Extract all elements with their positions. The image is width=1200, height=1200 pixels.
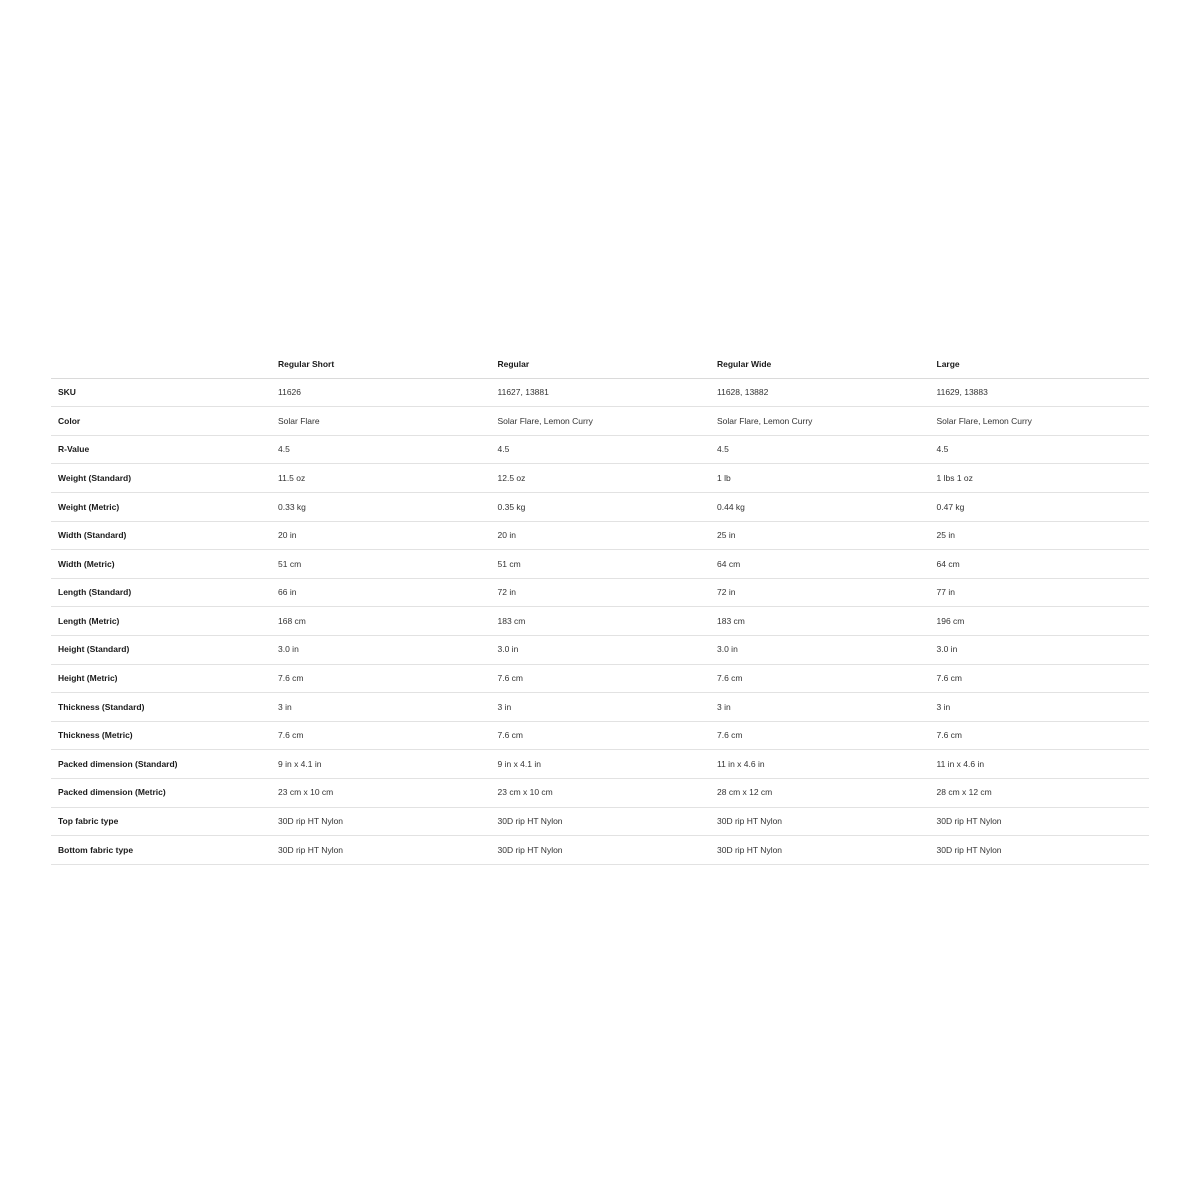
table-cell: 23 cm x 10 cm	[271, 778, 491, 807]
table-row	[51, 807, 1149, 836]
row-label: Height (Metric)	[51, 664, 271, 693]
row-label: Top fabric type	[51, 807, 271, 836]
table-cell: 3 in	[710, 693, 930, 722]
table-cell: 28 cm x 12 cm	[710, 778, 930, 807]
table-row	[51, 635, 1149, 664]
table-cell: 25 in	[710, 521, 930, 550]
table-cell: 51 cm	[271, 550, 491, 579]
table-cell: 64 cm	[930, 550, 1150, 579]
table-cell: 72 in	[710, 578, 930, 607]
row-label: Weight (Metric)	[51, 492, 271, 521]
header-row	[51, 350, 1149, 378]
table-cell: 4.5	[491, 435, 711, 464]
table-row	[51, 521, 1149, 550]
row-label: SKU	[51, 378, 271, 407]
column-header: Regular	[491, 350, 711, 378]
table-cell: 11 in x 4.6 in	[930, 750, 1150, 779]
table-cell: 20 in	[491, 521, 711, 550]
corner-cell	[51, 350, 271, 378]
table-cell: Solar Flare, Lemon Curry	[491, 407, 711, 436]
table-cell: 168 cm	[271, 607, 491, 636]
table-cell: 11.5 oz	[271, 464, 491, 493]
row-label: Height (Standard)	[51, 635, 271, 664]
table-cell: 30D rip HT Nylon	[710, 807, 930, 836]
table-cell: 30D rip HT Nylon	[710, 836, 930, 865]
table-cell: 30D rip HT Nylon	[491, 807, 711, 836]
table-cell: 9 in x 4.1 in	[491, 750, 711, 779]
column-header: Large	[930, 350, 1150, 378]
table-cell: 7.6 cm	[930, 721, 1150, 750]
table-cell: 0.35 kg	[491, 492, 711, 521]
table-row	[51, 578, 1149, 607]
table-cell: 7.6 cm	[710, 721, 930, 750]
table-cell: 30D rip HT Nylon	[491, 836, 711, 865]
table-cell: 28 cm x 12 cm	[930, 778, 1150, 807]
table-cell: 64 cm	[710, 550, 930, 579]
table-cell: 196 cm	[930, 607, 1150, 636]
table-row	[51, 750, 1149, 779]
table-cell: 3.0 in	[271, 635, 491, 664]
table-cell: 11627, 13881	[491, 378, 711, 407]
row-label: Length (Metric)	[51, 607, 271, 636]
row-label: R-Value	[51, 435, 271, 464]
table-cell: 183 cm	[710, 607, 930, 636]
table-row	[51, 778, 1149, 807]
row-label: Packed dimension (Metric)	[51, 778, 271, 807]
row-label: Thickness (Metric)	[51, 721, 271, 750]
row-label: Thickness (Standard)	[51, 693, 271, 722]
table-cell: 72 in	[491, 578, 711, 607]
table-cell: 30D rip HT Nylon	[930, 836, 1150, 865]
table-cell: 12.5 oz	[491, 464, 711, 493]
table-cell: 30D rip HT Nylon	[271, 807, 491, 836]
row-label: Width (Standard)	[51, 521, 271, 550]
table-cell: 3.0 in	[491, 635, 711, 664]
row-label: Bottom fabric type	[51, 836, 271, 865]
spec-table-body	[51, 378, 1149, 864]
table-cell: 30D rip HT Nylon	[930, 807, 1150, 836]
table-cell: 7.6 cm	[491, 721, 711, 750]
spec-table	[51, 350, 1149, 865]
row-label: Length (Standard)	[51, 578, 271, 607]
table-cell: 7.6 cm	[930, 664, 1150, 693]
table-cell: 25 in	[930, 521, 1150, 550]
table-cell: 66 in	[271, 578, 491, 607]
table-row	[51, 435, 1149, 464]
table-cell: 77 in	[930, 578, 1150, 607]
table-cell: 23 cm x 10 cm	[491, 778, 711, 807]
row-label: Width (Metric)	[51, 550, 271, 579]
table-row	[51, 464, 1149, 493]
table-row	[51, 721, 1149, 750]
table-row	[51, 492, 1149, 521]
table-cell: 4.5	[271, 435, 491, 464]
table-cell: Solar Flare	[271, 407, 491, 436]
row-label: Packed dimension (Standard)	[51, 750, 271, 779]
table-cell: 0.47 kg	[930, 492, 1150, 521]
table-row	[51, 664, 1149, 693]
table-cell: 0.33 kg	[271, 492, 491, 521]
table-cell: 7.6 cm	[491, 664, 711, 693]
table-cell: 7.6 cm	[271, 664, 491, 693]
row-label: Color	[51, 407, 271, 436]
table-row	[51, 550, 1149, 579]
table-cell: 4.5	[710, 435, 930, 464]
table-cell: 0.44 kg	[710, 492, 930, 521]
table-cell: 20 in	[271, 521, 491, 550]
table-cell: 183 cm	[491, 607, 711, 636]
table-row	[51, 378, 1149, 407]
table-row	[51, 693, 1149, 722]
table-cell: 3 in	[271, 693, 491, 722]
table-cell: Solar Flare, Lemon Curry	[930, 407, 1150, 436]
table-cell: 51 cm	[491, 550, 711, 579]
table-cell: 3.0 in	[930, 635, 1150, 664]
table-cell: 3.0 in	[710, 635, 930, 664]
table-cell: 9 in x 4.1 in	[271, 750, 491, 779]
row-label: Weight (Standard)	[51, 464, 271, 493]
table-cell: 3 in	[491, 693, 711, 722]
column-header: Regular Short	[271, 350, 491, 378]
table-cell: 11 in x 4.6 in	[710, 750, 930, 779]
table-cell: 11628, 13882	[710, 378, 930, 407]
table-cell: 7.6 cm	[710, 664, 930, 693]
table-row	[51, 836, 1149, 865]
table-row	[51, 407, 1149, 436]
table-cell: Solar Flare, Lemon Curry	[710, 407, 930, 436]
table-cell: 11626	[271, 378, 491, 407]
table-cell: 7.6 cm	[271, 721, 491, 750]
table-cell: 4.5	[930, 435, 1150, 464]
table-cell: 1 lbs 1 oz	[930, 464, 1150, 493]
table-cell: 11629, 13883	[930, 378, 1150, 407]
column-header: Regular Wide	[710, 350, 930, 378]
table-cell: 3 in	[930, 693, 1150, 722]
table-cell: 30D rip HT Nylon	[271, 836, 491, 865]
table-cell: 1 lb	[710, 464, 930, 493]
table-row	[51, 607, 1149, 636]
